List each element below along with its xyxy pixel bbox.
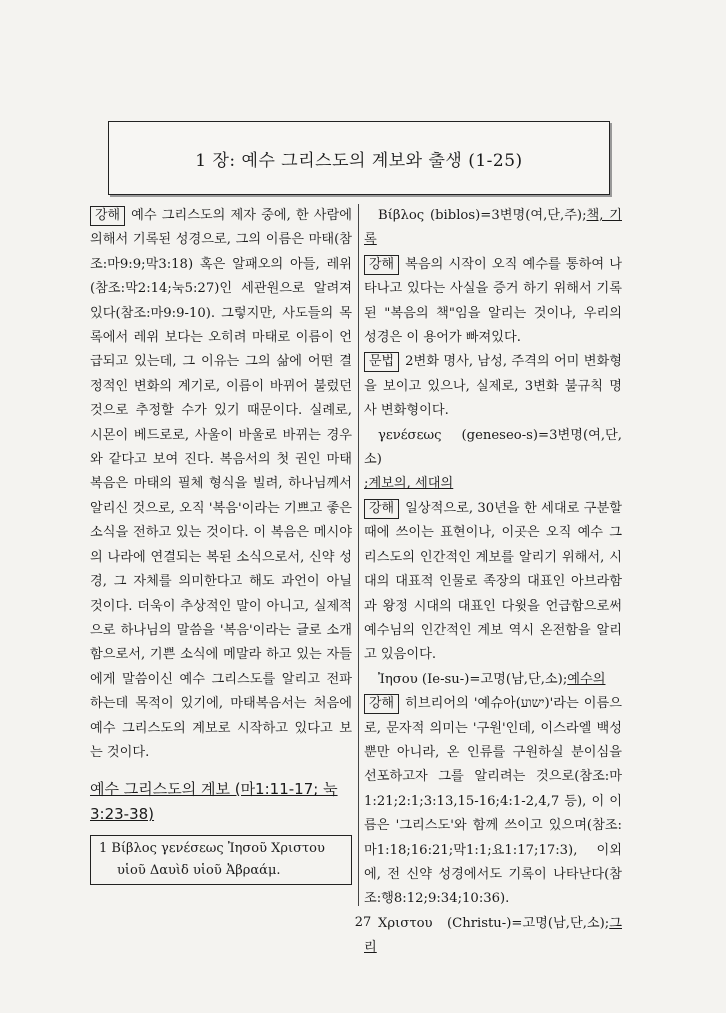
grammar-text: 2변화 명사, 남성, 주격의 어미 변화형을 보이고 있으나, 실제로, 3변화 불규칙 명사 변화형이다. bbox=[364, 354, 622, 419]
commentary-paragraph bbox=[364, 253, 622, 351]
word-gloss: 그리 bbox=[364, 915, 622, 956]
commentary-paragraph bbox=[90, 204, 352, 765]
word-gloss: ;계보의, 세대의 bbox=[364, 476, 454, 492]
commentary-tag: 강해 bbox=[364, 694, 399, 714]
commentary-paragraph bbox=[364, 497, 622, 668]
left-column bbox=[90, 204, 352, 885]
commentary-text: 일상적으로, 30년을 한 세대로 구분할 때에 쓰이는 표현이나, 이곳은 오직 예수 그리스도의 인간적인 계보를 알리기 위해서, 시대의 대표적 인물로 족장의 대표인 아브라함과 왕정 시대의 대표인 다윗을 언급함으로써 예수님의 인간적인 계보 역시 온전함을 알리고 있음이다. bbox=[364, 500, 622, 663]
commentary-text: 예수 그리스도의 제자 중에, 한 사람에 의해서 기록된 성경으로, 그의 이름은 마태(참조:마9:9;막3:18) 혹은 알패오의 아들, 레위(참조:막2:14;눅5:27)인 세관원으로 알려져 있다(참조:마9:9-10). 그렇지만, 사도들의 목록에서 레위 보다는 오히려 마태로 이름이 언급되고 있는데, 그 이유는 그의 삶에 어떤 결정적인 변화의 계기로, 이름이 바뀌어 불렀던 것으로 추정할 수가 있기 때문이다. 실례로, 시몬이 베드로로, 사울이 바울로 바뀌는 경우와 같다고 보여 진다. 복음서의 첫 권인 마태복음은 마태의 필체 형식을 빌려, 하나님께서 알리신 것으로, 오직 '복음'이라는 기쁘고 좋은 소식을 전하고 있는 것이다. 이 복음은 메시야의 나라에 연결되는 복된 소식으로서, 신약 성경, 그 자체를 의미한다고 해도 과언이 아닐 것이다. 더욱이 추상적인 말이 아니고, 실제적으로 하나님의 말씀을 '복음'이라는 글로 소개함으로서, 기쁜 소식에 메말라 하고 있는 자들에게 말씀이신 예수 그리스도를 알리고 전파하는데 목적이 있기에, 마태복음서는 처음에 예수 그리스도의 계보로 시작하고 있다고 보는 것이다. bbox=[90, 208, 352, 760]
word-entry-iesou bbox=[364, 668, 622, 692]
commentary-tag: 강해 bbox=[364, 499, 399, 519]
word-gloss: 예수의 bbox=[567, 671, 606, 687]
word-head: Ἰησου (Ie-su-)=고명(남,단,소); bbox=[378, 671, 568, 687]
commentary-tag: 강해 bbox=[364, 255, 399, 275]
word-head: γενέσεως (geneseo-s)=3변명(여,단,소) bbox=[364, 427, 622, 468]
commentary-text: 히브리어의 '예슈아(ישוע)'라는 이름으로, 문자적 의미는 '구원'인데, 이스라엘 백성뿐만 아니라, 온 인류를 구원하실 분이심을 선포하고자 그를 알리려는 것으로(참조:마1:21;2:1;3:13,15-16;4:1-2,4,7 등), 이 이름은 '그리스도'와 함께 쓰이고 있으며(참조:마1:18;16:21;막1:1;요1:17;17:3), 이외에, 전 신약 성경에서도 기록이 나타난다(참조:행8:12;9:34;10:36). bbox=[364, 696, 622, 907]
chapter-title: 1 장: 예수 그리스도의 계보와 출생 (1-25) bbox=[195, 150, 523, 171]
word-gloss-line bbox=[364, 472, 622, 496]
verse-line-1: 1 Βίβλος γενέσεως Ἰησοῦ Χριστου bbox=[99, 841, 325, 857]
commentary-paragraph bbox=[364, 692, 622, 912]
word-head: Βίβλος (biblos)=3변명(여,단,주); bbox=[378, 208, 587, 223]
section-heading: 예수 그리스도의 계보 (마1:11-17; 눅3:23-38) bbox=[90, 780, 338, 824]
right-column bbox=[364, 204, 622, 961]
verse-line-2: υἱοῦ Δαυὶδ υἱοῦ Ἀβραάμ. bbox=[117, 863, 281, 879]
word-head: Χριστου (Christu-)=고명(남,단,소); bbox=[378, 915, 610, 931]
commentary-text: 복음의 시작이 오직 예수를 통하여 나타나고 있다는 사실을 증거 하기 위해서 기록된 "복음의 책"임을 알리는 것이나, 우리의 성경은 이 용어가 빠져있다. bbox=[364, 256, 622, 346]
word-entry-geneseos bbox=[364, 424, 622, 473]
word-gloss: 책, 기록 bbox=[364, 208, 622, 248]
grammar-paragraph bbox=[364, 350, 622, 423]
commentary-tag: 강해 bbox=[90, 206, 125, 226]
grammar-tag: 문법 bbox=[364, 352, 399, 372]
column-divider bbox=[358, 204, 359, 906]
chapter-title-box bbox=[108, 121, 610, 195]
page-number: 27 bbox=[354, 915, 372, 930]
verse-box bbox=[90, 835, 352, 885]
word-entry-biblos bbox=[364, 204, 622, 253]
